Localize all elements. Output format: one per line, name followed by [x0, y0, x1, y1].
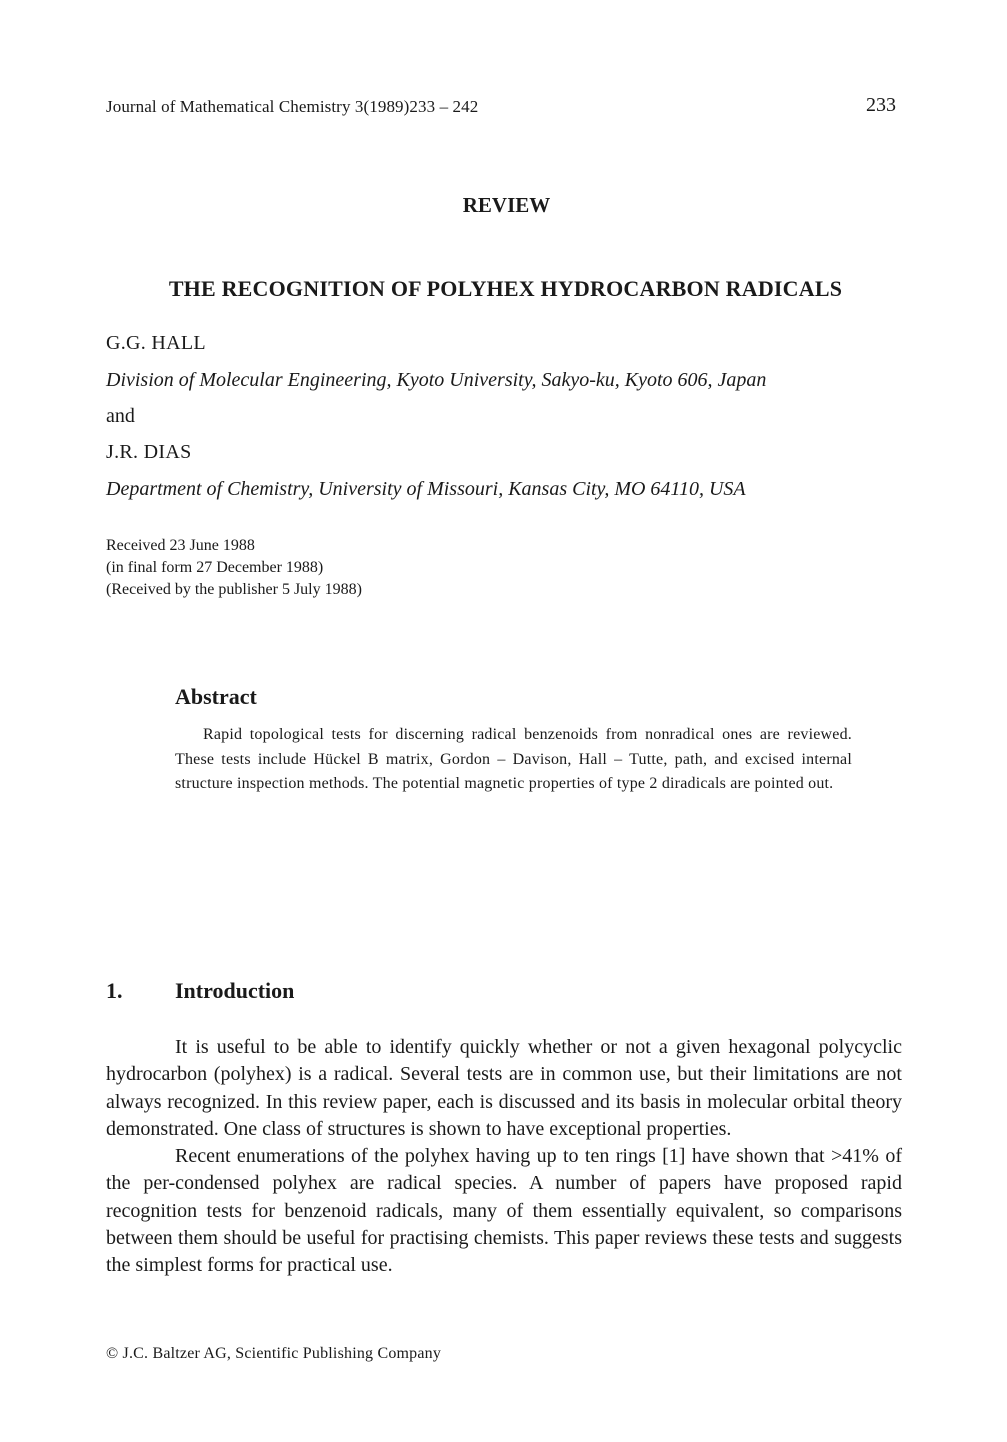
page-number: 233 — [866, 94, 896, 116]
author-affiliation-1: Division of Molecular Engineering, Kyoto University, Sakyo-ku, Kyoto 606, Japan — [106, 369, 767, 391]
date-publisher: (Received by the publisher 5 July 1988) — [106, 581, 362, 598]
paragraph: It is useful to be able to identify quickly whether or not a given hexagonal polycyclic hydrocarbon (polyhex) is a radical. Several tests are in common use, but their limitations are not always recognized. In this review paper, each is discussed and its basis in molecular orbital theory demonstrated. One class of structures is shown to have exceptional properties. — [106, 1036, 902, 1140]
author-name-2: J.R. DIAS — [106, 441, 192, 463]
journal-citation: Journal of Mathematical Chemistry 3(1989)233 – 242 — [106, 97, 479, 116]
section-label: REVIEW — [462, 193, 551, 217]
abstract-heading: Abstract — [175, 684, 257, 709]
introduction-body — [106, 1034, 902, 1280]
copyright-footer: © J.C. Baltzer AG, Scientific Publishing Company — [106, 1345, 442, 1362]
date-received: Received 23 June 1988 — [106, 537, 255, 554]
author-name-1: G.G. HALL — [106, 332, 206, 354]
article-title: THE RECOGNITION OF POLYHEX HYDROCARBON RADICALS — [168, 276, 843, 301]
abstract-text: Rapid topological tests for discerning radical benzenoids from nonradical ones are reviewed. These tests include Hückel B matrix, Gordon – Davison, Hall – Tutte, path, and excised internal structure inspection methods. The potential magnetic properties of type 2 diradicals are pointed out. — [175, 726, 852, 792]
received-dates — [106, 535, 362, 601]
author-connector: and — [106, 405, 135, 427]
section-number: 1. — [106, 978, 123, 1003]
author-affiliation-2: Department of Chemistry, University of Missouri, Kansas City, MO 64110, USA — [106, 478, 746, 500]
date-final-form: (in final form 27 December 1988) — [106, 559, 324, 576]
section-heading-introduction — [106, 978, 294, 1004]
section-title: Introduction — [175, 978, 295, 1003]
running-head — [106, 94, 896, 121]
paragraph: Recent enumerations of the polyhex having up to ten rings [1] have shown that >41% of the per-condensed polyhex are radical species. A number of papers have proposed rapid recognition tests for benzenoid radicals, many of them essentially equivalent, so comparisons between them should be useful for practising chemists. This paper reviews these tests and suggests the simplest forms for practical use. — [106, 1145, 902, 1277]
